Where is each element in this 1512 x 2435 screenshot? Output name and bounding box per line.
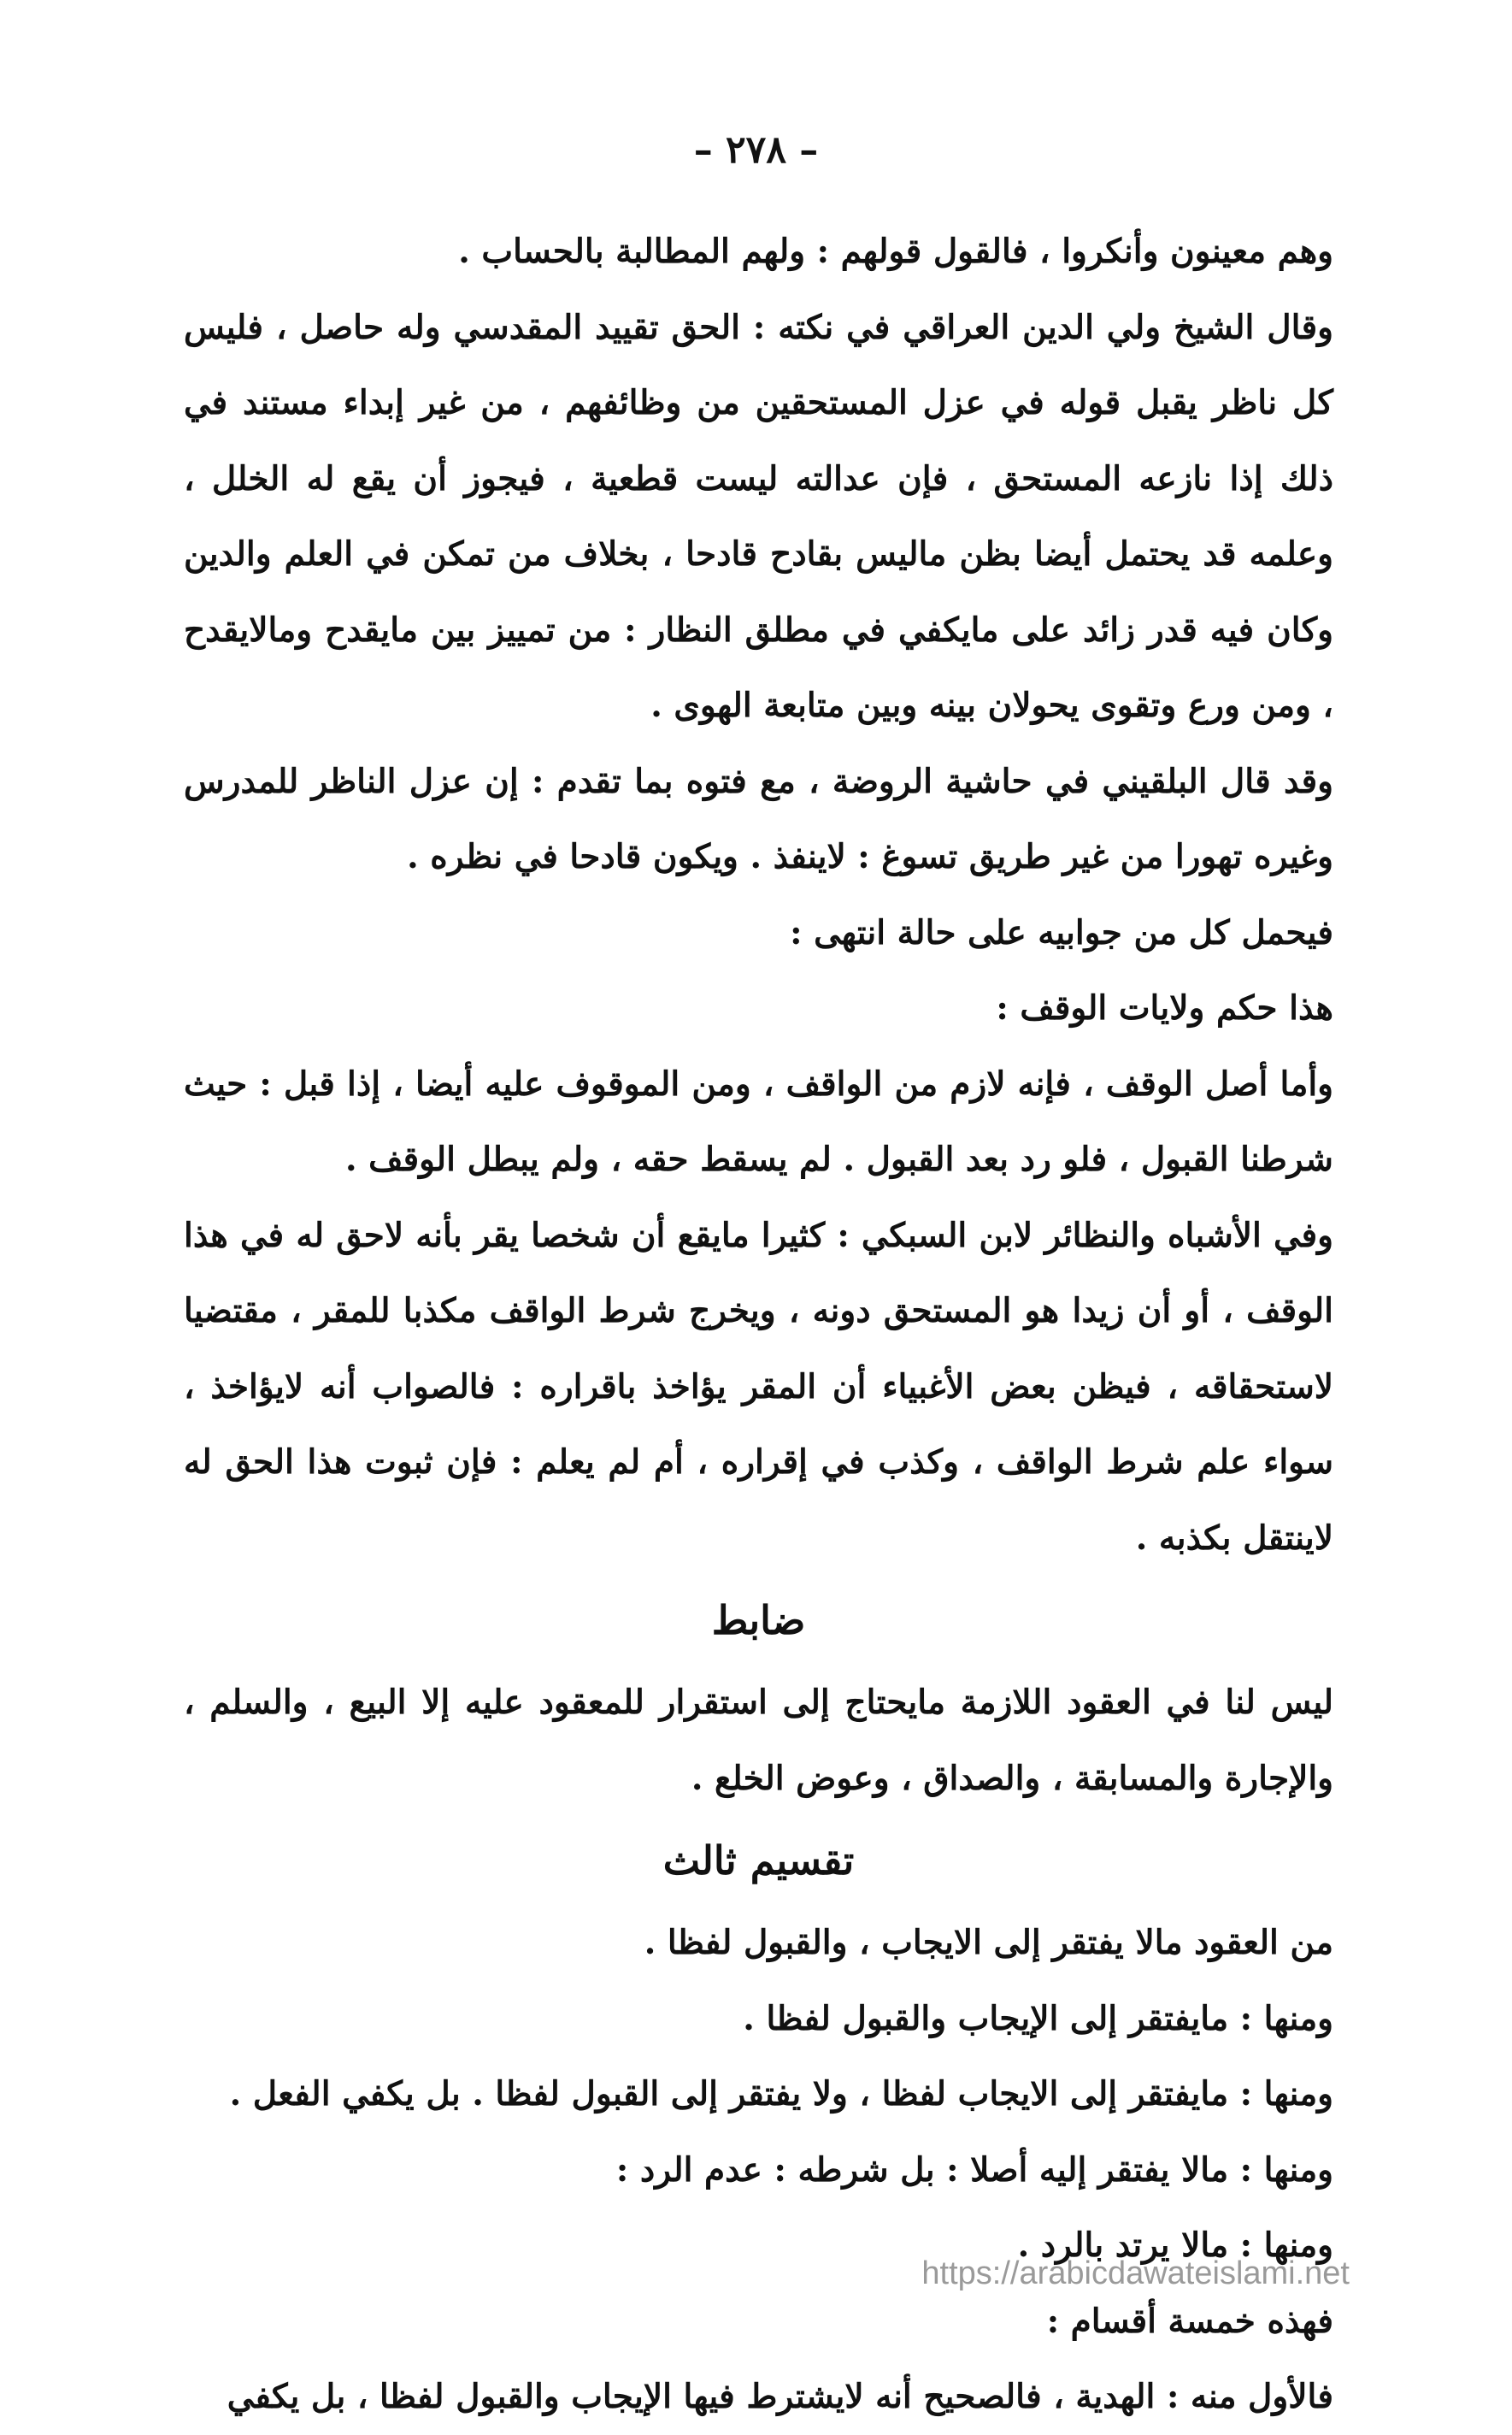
paragraph: ومنها : مالا يفتقر إليه أصلا : بل شرطه : عدم الرد : (615, 2149, 1333, 2190)
paragraph: ومنها : مالا يرتد بالرد . (1017, 2226, 1333, 2265)
paragraph: ليس لنا في العقود اللازمة مايحتاج إلى استقرار للمعقود عليه إلا البيع ، والسلم ، والإجارة والمسابقة ، والصداق ، وعوض الخلع . (184, 1683, 1333, 1798)
paragraph: وأما أصل الوقف ، فإنه لازم من الواقف ، ومن الموقوف عليه أيضا ، إذا قبل : حيث شرطنا القبول ، فلو رد بعد القبول . لم يسقط حقه ، ولم يبطل الوقف . (184, 1064, 1333, 1179)
paragraph: فهذه خمسة أقسام : (1046, 2301, 1333, 2341)
paragraph: هذا حكم ولايات الوقف : (996, 988, 1333, 1028)
page-number: – ٢٧٨ – (693, 128, 819, 172)
paragraph: وقد قال البلقيني في حاشية الروضة ، مع فتوه بما تقدم : إن عزل الناظر للمدرس وغيره تهورا من غير طريق تسوغ : لاينفذ . ويكون قادحا في نظره . (184, 761, 1333, 876)
paragraph: من العقود مالا يفتقر إلى الايجاب ، والقبول لفظا . (644, 1923, 1333, 1962)
paragraph: وهم معينون وأنكروا ، فالقول قولهم : ولهم المطالبة بالحساب . (458, 232, 1333, 271)
section-heading: تقسيم ثالث (662, 1837, 855, 1884)
paragraph: وقال الشيخ ولي الدين العراقي في نكته : الحق تقييد المقدسي وله حاصل ، فليس كل ناظر يقبل قوله في عزل المستحقين من وظائفهم ، من غير إبداء مستند في ذلك إذا نازعه المستحق ، فإن عدالته ليست قطعية ، فيجوز أن يقع له الخلل ، وعلمه قد يحتمل أيضا بظن ماليس بقادح قادحا ، بخلاف من تمكن في العلم والدين وكان فيه قدر زائد على مايكفي في مطلق النظار : من تمييز بين مايقدح ومالايقدح ، ومن ورع وتقوى يحولان بينه وبين متابعة الهوى . (184, 307, 1333, 725)
page-body (184, 214, 1333, 2435)
watermark-url: https://arabicdawateislami.net (921, 2255, 1350, 2291)
paragraph: فيحمل كل من جوابيه على حالة انتهى : (790, 912, 1333, 952)
paragraph: فالأول منه : الهدية ، فالصحيح أنه لايشترط فيها الإيجاب والقبول لفظا ، بل يكفي (227, 2377, 1333, 2416)
paragraph: ومنها : مايفتقر إلى الإيجاب والقبول لفظا . (743, 1998, 1333, 2038)
section-heading: ضابط (711, 1597, 806, 1643)
paragraph: ومنها : مايفتقر إلى الايجاب لفظا ، ولا يفتقر إلى القبول لفظا . بل يكفي الفعل . (229, 2074, 1333, 2114)
paragraph: وفي الأشباه والنظائر لابن السبكي : كثيرا مايقع أن شخصا يقر بأنه لاحق له في هذا الوقف ، أو أن زيدا هو المستحق دونه ، ويخرج شرط الواقف مكذبا للمقر ، مقتضيا لاستحقاقه ، فيظن بعض الأغبياء أن المقر يؤاخذ باقراره : فالصواب أنه لايؤاخذ ، سواء علم شرط الواقف ، وكذب في إقراره ، أم لم يعلم : فإن ثبوت هذا الحق له لاينتقل بكذبه . (184, 1215, 1333, 1558)
